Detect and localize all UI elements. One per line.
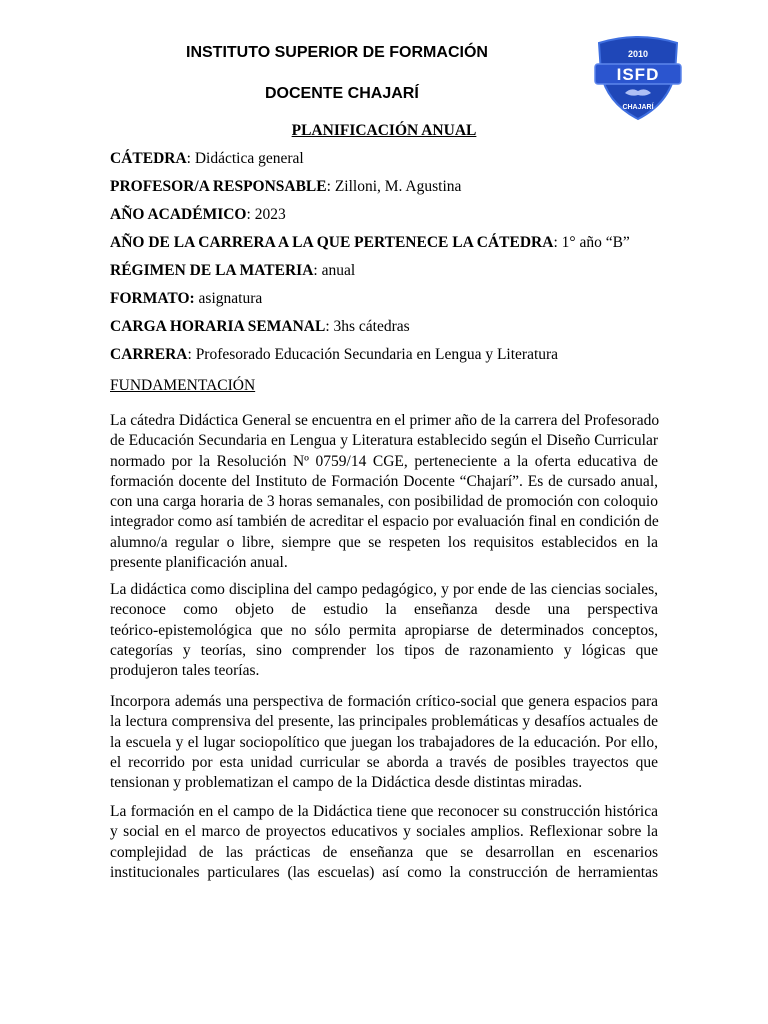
info-field [110, 178, 461, 196]
info-field-value: anual [321, 262, 356, 279]
info-field [110, 318, 410, 336]
paragraph-line: institucionales particulares (las escuelas) así como la construcción de herramientas [110, 863, 658, 881]
info-field-separator: : [553, 234, 562, 251]
info-field [110, 346, 558, 364]
paragraph-line: tensionan y problematizan el campo de la Didáctica desde distintas miradas. [110, 774, 583, 792]
paragraph-line: reconoce como objeto de estudio la enseñanza desde una perspectiva [110, 601, 658, 619]
paragraph-line: de Educación Secundaria en Lengua y Literatura establecido según el Diseño Curricular [110, 432, 658, 450]
paragraph-line: alumno/a regular o libre, siempre que se respeten los requisitos establecidos en la [110, 533, 658, 551]
isfd-logo [591, 33, 685, 121]
info-field-separator: : [187, 346, 196, 363]
body-paragraph [110, 411, 658, 573]
paragraph-line: integrador como así también de acreditar el espacio por evaluación final en condición de [110, 513, 659, 531]
paragraph-line: produjeron tales teorías. [110, 662, 260, 680]
info-field-label: FORMATO: [110, 290, 195, 307]
paragraph-line: La formación en el campo de la Didáctica tiene que reconocer su construcción histórica [110, 803, 658, 820]
info-field-separator: : [313, 262, 322, 279]
paragraph-line: complejidad de las prácticas de enseñanza que se desarrollan en escenarios [110, 843, 658, 861]
paragraph-line: La didáctica como disciplina del campo pedagógico, y por ende de las ciencias sociales, [110, 581, 658, 598]
logo-city: CHAJARÍ [622, 104, 654, 111]
paragraph-line: presente planificación anual. [110, 554, 288, 572]
info-field-value: Profesorado Educación Secundaria en Lengua y Literatura [195, 346, 559, 363]
institute-name-line1: INSTITUTO SUPERIOR DE FORMACIÓN [186, 44, 488, 61]
info-field-value: asignatura [198, 290, 263, 307]
info-field [110, 290, 262, 308]
paragraph-line: con una carga horaria de 3 horas semanales, con posibilidad de promoción con coloquio [110, 493, 658, 511]
info-field-value: Didáctica general [194, 150, 304, 167]
info-field-value: 2023 [254, 206, 286, 223]
paragraph-line: Incorpora además una perspectiva de formación crítico-social que genera espacios para [110, 693, 658, 710]
paragraph-line: la lectura comprensiva del presente, las principales problemáticas y desafíos actuales de [110, 713, 658, 731]
paragraph-line: La cátedra Didáctica General se encuentra en el primer año de la carrera del Profesorado [110, 412, 660, 429]
paragraph-line: formación docente del Instituto de Formación Docente “Chajarí”. Es de cursado anual, [110, 472, 658, 490]
logo-acronym: ISFD [616, 65, 660, 84]
paragraph-line: normado por la Resolución Nº 0759/14 CGE, perteneciente a la oferta educativa de [110, 452, 658, 470]
info-field-label: CÁTEDRA [110, 150, 187, 167]
info-field-label: AÑO DE LA CARRERA A LA QUE PERTENECE LA CÁTEDRA [110, 234, 554, 251]
info-field-value: Zilloni, M. Agustina [334, 178, 462, 195]
paragraph-line: la escuela y el lugar sociopolítico que juegan los trabajadores de la educación. Por ello, [110, 733, 658, 751]
info-field-value: 3hs cátedras [333, 318, 410, 335]
section-title-fundamentacion: FUNDAMENTACIÓN [110, 377, 256, 394]
document-title: PLANIFICACIÓN ANUAL [291, 122, 477, 139]
info-field-label: AÑO ACADÉMICO [110, 206, 247, 223]
body-paragraph [110, 580, 658, 681]
paragraph-line: categorías y teorías, sino comprender los tipos de razonamiento y lógicas que [110, 641, 658, 659]
paragraph-line: teórico-epistemológica que no sólo permita apropiarse de determinados conceptos, [110, 621, 658, 639]
paragraph-line: y social en el marco de proyectos educativos y sociales amplios. Reflexionar sobre la [110, 823, 658, 841]
body-paragraph [110, 802, 658, 883]
info-field-label: CARRERA [110, 346, 188, 363]
info-field-separator: : [325, 318, 334, 335]
body-paragraph [110, 692, 658, 793]
info-field-label: PROFESOR/A RESPONSABLE [110, 178, 327, 195]
info-field-separator: : [186, 150, 195, 167]
info-field [110, 150, 304, 168]
institute-name-line2: DOCENTE CHAJARÍ [265, 85, 419, 102]
info-field [110, 262, 355, 280]
info-field [110, 234, 630, 252]
logo-year: 2010 [627, 49, 649, 59]
info-field-separator: : [246, 206, 255, 223]
info-field-label: RÉGIMEN DE LA MATERIA [110, 262, 314, 279]
paragraph-line: el recorrido por esta unidad curricular se aborda a través de posibles trayectos que [110, 753, 658, 771]
info-field-label: CARGA HORARIA SEMANAL [110, 318, 326, 335]
info-field-separator: : [326, 178, 335, 195]
info-field-value: 1° año “B” [561, 234, 630, 251]
info-field [110, 206, 286, 224]
